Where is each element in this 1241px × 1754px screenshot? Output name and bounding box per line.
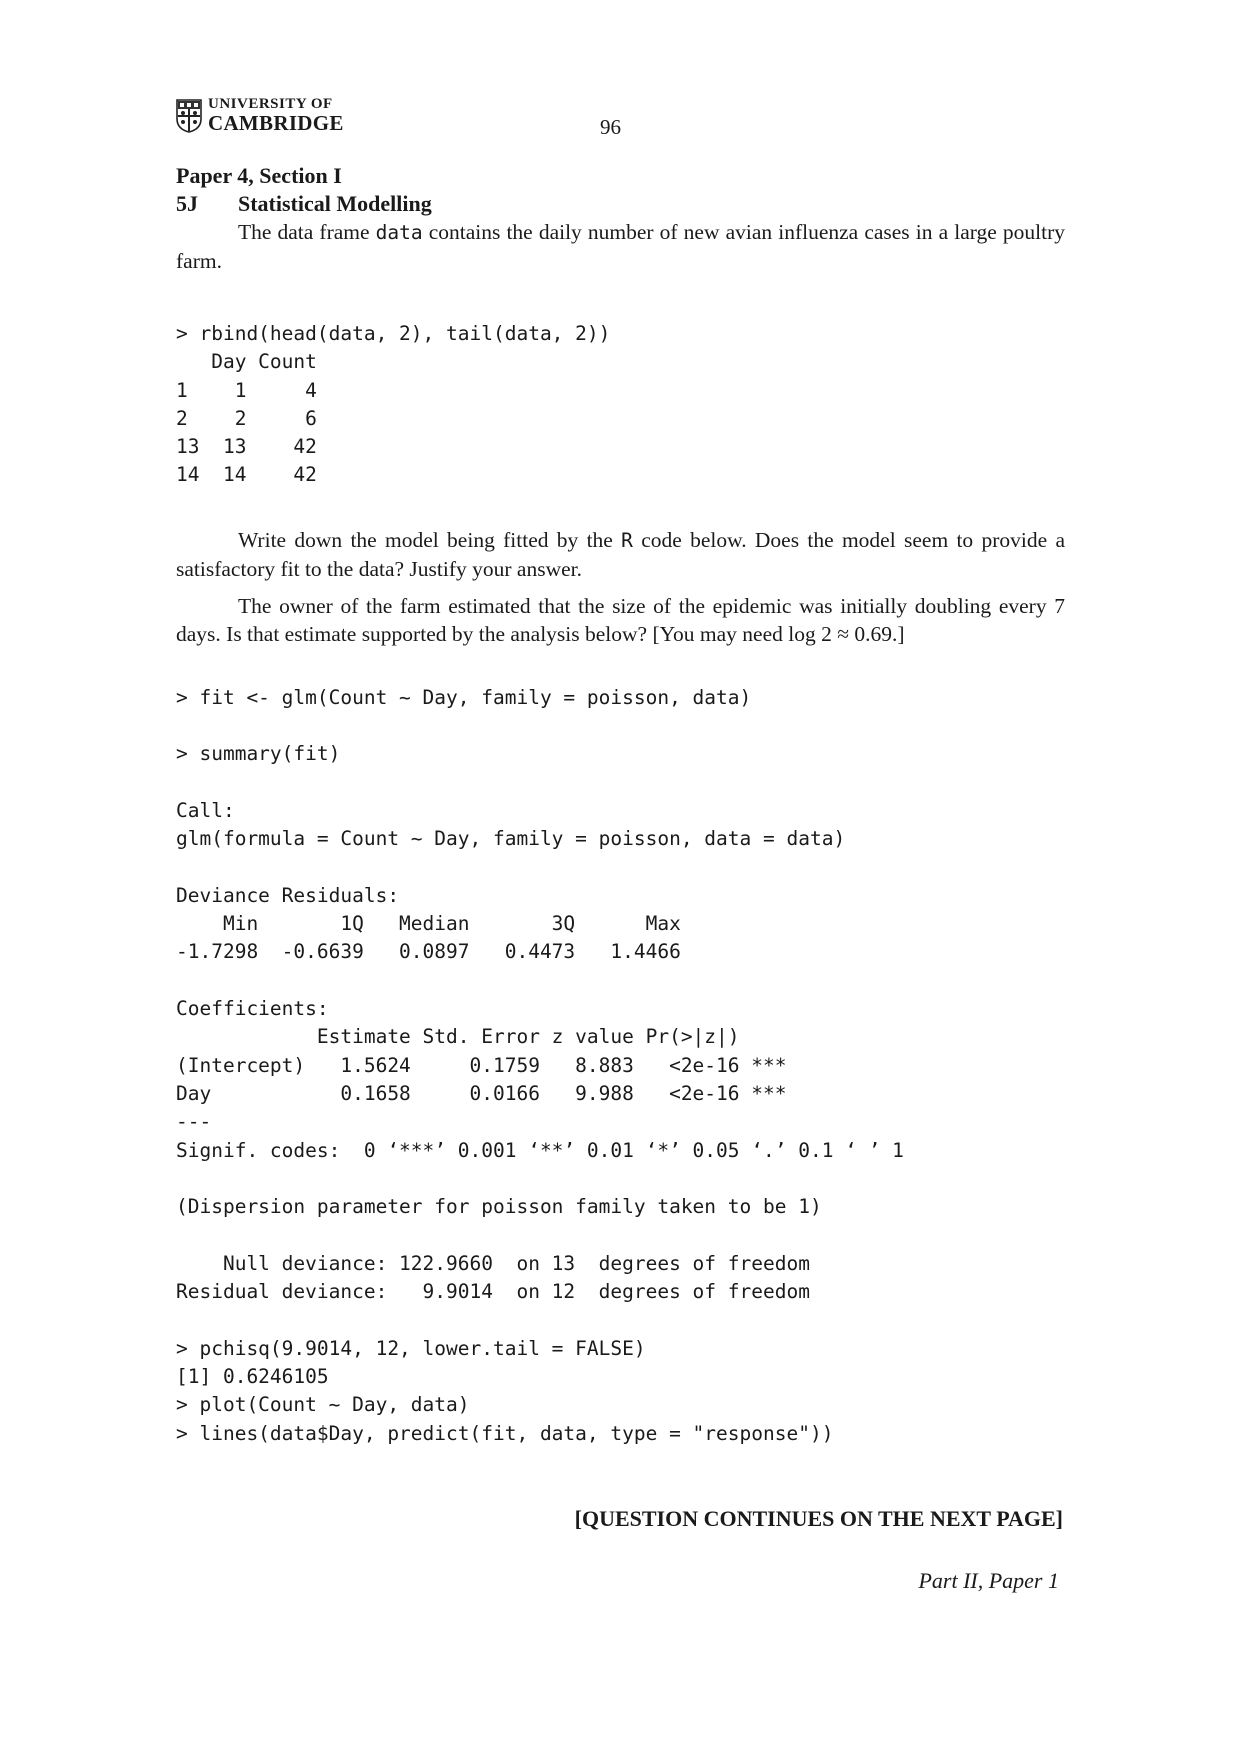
intro-text-before: The data frame [238, 220, 376, 244]
paragraph-doubling: The owner of the farm estimated that the size of the epidemic was initially doubling every 7 days. Is that estimate supported by the analysis below? [You may need log 2 ≈ 0.69.] [176, 593, 1065, 646]
section-heading: Paper 4, Section I [176, 163, 342, 188]
page-number: 96 [600, 115, 621, 139]
paper-footer: Part II, Paper 1 [918, 1568, 1059, 1593]
paragraph-model [176, 526, 1065, 583]
university-logo [176, 97, 344, 134]
intro-paragraph [176, 218, 1065, 275]
logo-line-1: UNIVERSITY OF [208, 96, 333, 112]
question-heading [176, 190, 1065, 218]
logo-line-2: CAMBRIDGE [208, 111, 344, 135]
para2-text-after: code below. Does the model seem to provide a satisfactory fit to the data? Justify your answer. [176, 527, 1065, 581]
para2-code: R [621, 528, 633, 552]
intro-text-after: contains the daily number of new avian influenza cases in a large poultry farm. [176, 220, 1065, 273]
continues-notice: [QUESTION CONTINUES ON THE NEXT PAGE] [574, 1506, 1063, 1531]
para2-text-before: Write down the model being fitted by the [238, 527, 622, 552]
code-block-data: > rbind(head(data, 2), tail(data, 2)) Day Count 1 1 4 2 2 6 13 13 42 14 14 42 [176, 322, 611, 487]
intro-code: data [375, 221, 423, 244]
question-title: Statistical Modelling [238, 191, 432, 216]
question-number: 5J [176, 191, 198, 216]
question-body [176, 162, 1065, 1448]
code-block-glm-output: > fit <- glm(Count ~ Day, family = poisson, data) > summary(fit) Call: glm(formula = Count ~ Day, family = poisson, data = data) Deviance Residuals: Min 1Q Median 3Q Max -1.7298 -0.6639 0.0897 0.4473 1.4466 Coefficients: Estimate Std. Error z value Pr(>|z|) (Intercept) 1.5624 0.1759 8.883 <2e-16 *** Day 0.1658 0.0166 9.988 <2e-16 *** --- Signif. codes: 0 ‘***’ 0.001 ‘**’ 0.01 ‘*’ 0.05 ‘.’ 0.1 ‘ ’ 1 (Dispersion parameter for poisson family taken to be 1) Null deviance: 122.9660 on 13 degrees of freedom Residual deviance: 9.9014 on 12 degrees of freedom > pchisq(9.9014, 12, lower.tail = FALSE) [1] 0.6246105 > plot(Count ~ Day, data) > lines(data$Day, predict(fit, data, type = "response")) [176, 685, 904, 1445]
university-crest-icon [176, 99, 202, 133]
